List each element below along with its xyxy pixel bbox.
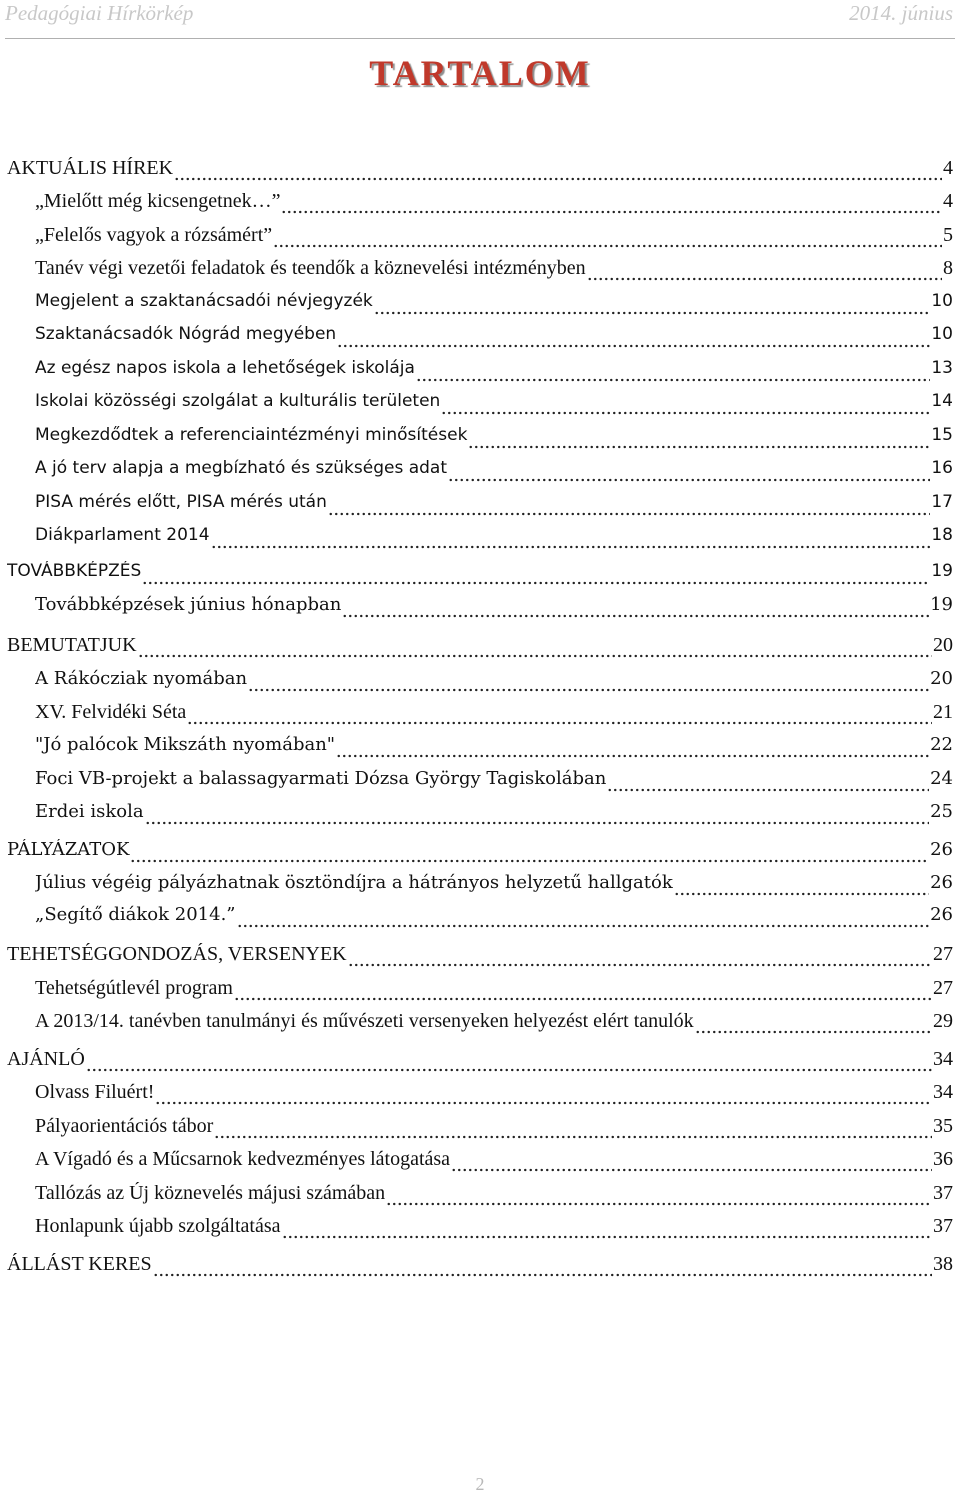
toc-entry-page: 34 [933,1048,953,1070]
toc-entry-title: Foci VB-projekt a balassagyarmati Dózsa György Tagiskolában [35,768,607,789]
toc-entry[interactable] [35,358,953,388]
toc-entry-page: 21 [933,701,953,723]
dot-leader [587,261,942,281]
toc-entry-page: 26 [930,839,953,860]
toc-entry-page: 22 [930,734,953,755]
toc-entry-page: 5 [943,224,953,246]
toc-entry-title: PISA mérés előtt, PISA mérés után [35,492,327,512]
toc-entry-title: Megjelent a szaktanácsadói névjegyzék [35,291,373,311]
toc-entry[interactable] [35,768,953,798]
dot-leader [386,1186,932,1206]
toc-entry-page: 36 [933,1148,953,1170]
toc-section[interactable] [7,157,953,187]
toc-entry-title: Az egész napos iskola a lehetőségek iskolája [35,358,415,378]
toc-entry-page: 10 [931,324,953,344]
toc-entry[interactable] [35,1081,953,1111]
toc-entry-page: 26 [930,904,953,925]
toc-entry-title: BEMUTATJUK [7,634,137,656]
dot-leader [607,772,929,792]
toc-entry-title: A 2013/14. tanévben tanulmányi és művészeti versenyeken helyezést elért tanulók [35,1010,694,1032]
toc-entry[interactable] [35,425,953,455]
dot-leader [138,638,932,658]
toc-entry[interactable] [35,324,953,354]
toc-entry-page: 4 [943,157,953,179]
toc-entry-page: 13 [931,358,953,378]
dot-leader [130,843,929,863]
toc-entry[interactable] [35,801,953,831]
toc-entry-title: Diákparlament 2014 [35,525,210,545]
toc-entry-title: Július végéig pályázhatnak ösztöndíjra a hátrányos helyzetű hallgatók [35,872,673,893]
toc-entry[interactable] [35,1148,953,1178]
toc-entry-page: 29 [933,1010,953,1032]
toc-entry-page: 10 [931,291,953,311]
dot-leader [187,705,932,725]
toc-section[interactable] [7,839,953,869]
toc-entry[interactable] [35,1115,953,1145]
toc-section[interactable] [7,634,953,664]
toc-entry-page: 15 [931,425,953,445]
dot-leader [337,328,930,348]
toc-entry-title: Erdei iskola [35,801,144,822]
toc-entry[interactable] [35,224,953,254]
toc-entry-page: 14 [931,391,953,411]
dot-leader [86,1052,932,1072]
toc-entry-title: Olvass Filuért! [35,1081,155,1103]
toc-section[interactable] [7,1253,953,1283]
toc-entry[interactable] [35,1215,953,1245]
toc-entry-page: 34 [933,1081,953,1103]
dot-leader [211,529,931,549]
toc-entry[interactable] [35,734,953,764]
page-number: 2 [475,1474,485,1494]
toc-entry-title: AJÁNLÓ [7,1048,85,1070]
toc-entry[interactable] [35,872,953,902]
dot-leader [234,981,932,1001]
toc-entry-page: 16 [931,458,953,478]
toc-entry-title: Szaktanácsadók Nógrád megyében [35,324,337,344]
toc-entry-page: 19 [931,561,953,581]
dot-leader [416,362,930,382]
toc-entry-page: 37 [933,1215,953,1237]
toc-entry-title: Pályaorientációs tábor [35,1115,214,1137]
toc-entry-title: „Segítő diákok 2014.” [35,904,236,925]
toc-entry-page: 37 [933,1182,953,1204]
toc-entry[interactable] [35,594,953,624]
dot-leader [342,598,929,618]
toc-entry-page: 35 [933,1115,953,1137]
dot-leader [155,1085,932,1105]
dot-leader [248,672,929,692]
toc-entry-title: TOVÁBBKÉPZÉS [7,561,142,581]
toc-entry-title: Tanév végi vezetői feladatok és teendők a köznevelési intézményben [35,257,586,279]
dot-leader [282,1219,933,1239]
toc-entry-page: 4 [943,190,953,212]
toc-entry-title: Tehetségútlevél program [35,977,233,999]
dot-leader [328,496,930,516]
dot-leader [348,947,932,967]
toc-entry-title: „Felelős vagyok a rózsámért” [35,224,273,246]
dot-leader [451,1152,932,1172]
toc-entry-title: Megkezdődtek a referenciaintézményi minősítések [35,425,468,445]
toc-entry-page: 19 [930,594,953,615]
toc-section[interactable] [7,943,953,973]
dot-leader [281,194,942,214]
toc-entry[interactable] [35,492,953,522]
toc-entry-page: 26 [930,872,953,893]
dot-leader [273,228,942,248]
toc-section[interactable] [7,1048,953,1078]
dot-leader [214,1119,932,1139]
dot-leader [336,738,929,758]
toc-entry-page: 20 [933,634,953,656]
toc-entry-title: ÁLLÁST KERES [7,1253,152,1275]
toc-entry-title: PÁLYÁZATOK [7,839,130,860]
journal-name: Pedagógiai Hírkörkép [5,1,194,25]
dot-leader [448,462,930,482]
toc-entry[interactable] [35,391,953,421]
dot-leader [468,429,930,449]
toc-section[interactable] [7,561,953,591]
toc-entry[interactable] [35,1010,953,1040]
toc-entry[interactable] [35,525,953,555]
toc-entry-title: AKTUÁLIS HÍREK [7,157,174,179]
dot-leader [142,565,930,585]
toc-entry[interactable] [35,190,953,220]
toc-entry[interactable] [35,257,953,287]
toc-entry-title: Továbbképzések június hónapban [35,594,342,615]
toc-entry[interactable] [35,701,953,731]
toc-entry[interactable] [35,904,953,934]
toc-entry[interactable] [35,1182,953,1212]
toc-entry-title: A Rákócziak nyomában [35,668,248,689]
toc-entry[interactable] [35,291,953,321]
toc-entry-title: XV. Felvidéki Séta [35,701,187,723]
toc-entry-title: Iskolai közösségi szolgálat a kulturális területen [35,391,441,411]
page-title: TARTALOM [369,53,591,93]
dot-leader [153,1257,932,1277]
toc-entry-title: A Vígadó és a Műcsarnok kedvezményes látogatása [35,1148,451,1170]
dot-leader [374,295,931,315]
toc-entry[interactable] [35,977,953,1007]
dot-leader [174,161,942,181]
toc-entry-page: 20 [930,668,953,689]
toc-entry-page: 25 [930,801,953,822]
toc-entry-title: Honlapunk újabb szolgáltatása [35,1215,281,1237]
toc-entry-page: 27 [933,943,953,965]
toc-entry-title: "Jó palócok Mikszáth nyomában" [35,734,336,755]
dot-leader [674,876,929,896]
toc-entry[interactable] [35,458,953,488]
issue-date: 2014. június [849,1,953,25]
toc-entry-page: 17 [931,492,953,512]
toc-entry-title: A jó terv alapja a megbízható és szükséges adat [35,458,448,478]
toc-entry-page: 38 [933,1253,953,1275]
dot-leader [237,908,930,928]
toc-entry-title: „Mielőtt még kicsengetnek…” [35,190,281,212]
toc-entry-title: TEHETSÉGGONDOZÁS, VERSENYEK [7,943,347,965]
toc-entry-page: 8 [943,257,953,279]
toc-entry-title: Tallózás az Új köznevelés májusi számában [35,1182,386,1204]
toc-entry-page: 27 [933,977,953,999]
dot-leader [695,1014,932,1034]
toc-entry-page: 18 [931,525,953,545]
toc-entry-page: 24 [930,768,953,789]
dot-leader [441,395,930,415]
dot-leader [145,805,929,825]
toc-entry[interactable] [35,668,953,698]
